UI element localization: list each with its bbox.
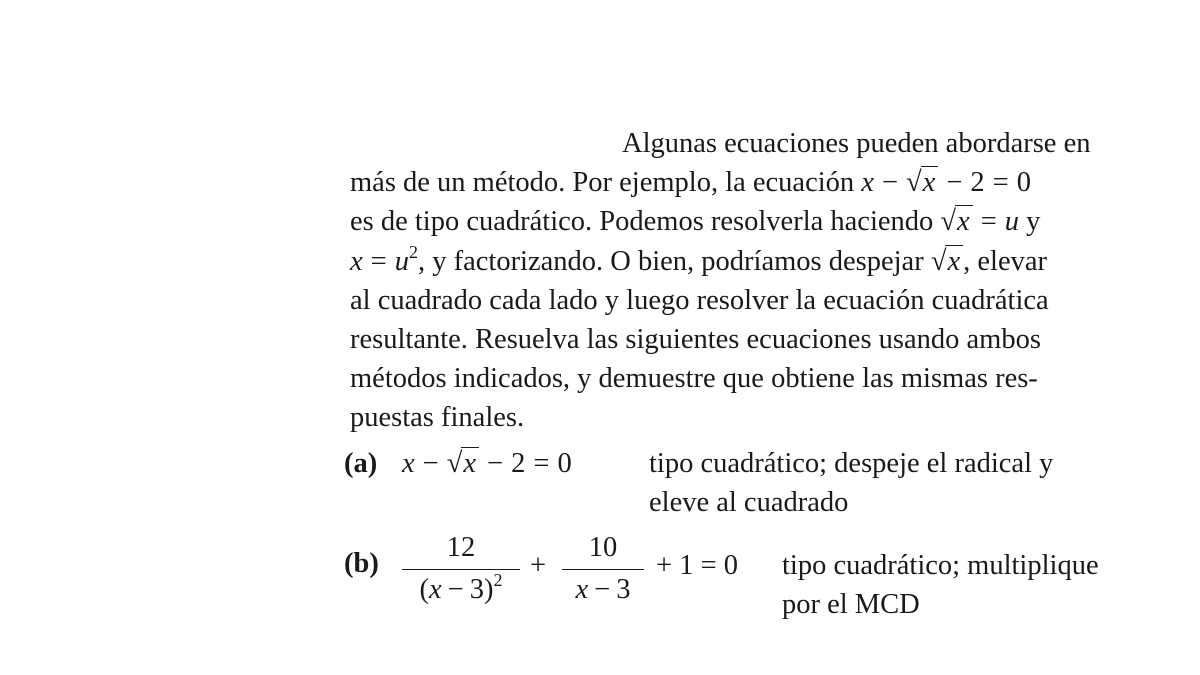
item-b-label: (b) (344, 548, 379, 579)
substitution-x-u2: $x = u^2$ (350, 241, 418, 277)
fraction-12-over-x-3-squared (402, 530, 520, 608)
sqrt-x: √x (906, 163, 938, 202)
item-b-equation-rest: + 1 = 0 (656, 550, 739, 581)
paragraph-line-4-text: , y factorizando. O bien, podríamos despejar (417, 245, 924, 277)
paragraph-line-6: resultante. Resuelva las siguientes ecuaciones usando ambos (350, 323, 1041, 355)
equation-inline: x − √x − 2 = 0 (861, 167, 1031, 198)
fraction-2-bar (562, 569, 644, 570)
fraction-2-denominator: x − 3 (575, 574, 631, 605)
fraction-2-numerator: 10 (588, 532, 618, 563)
paragraph-line-4-tail: , elevar (963, 245, 1047, 277)
paragraph-line-4 (350, 242, 1170, 281)
paragraph-line-1: Algunas ecuaciones pueden abordarse en (622, 128, 1091, 159)
item-a-hint-line-1: tipo cuadrático; despeje el radical y (649, 448, 1054, 479)
fraction-1-numerator: 12 (446, 532, 476, 563)
plus-sign: + (530, 550, 547, 581)
fraction-1-denominator: $(x - 3)^2$ (419, 570, 503, 605)
item-a-equation: x − √x − 2 = 0 (402, 448, 572, 479)
substitution-sqrt-u: √x = u (940, 206, 1020, 238)
item-a-hint-line-2: eleve al cuadrado (649, 487, 849, 518)
paragraph-line-8: puestas finales. (350, 402, 525, 434)
paragraph-line-3-text: es de tipo cuadrático. Podemos resolverla haciendo (350, 206, 934, 238)
item-a-label: (a) (344, 448, 378, 479)
exercise-item-a (344, 448, 1054, 518)
paragraph-line-2-text: más de un método. Por ejemplo, la ecuación (350, 167, 855, 199)
paragraph-line-2 (350, 163, 1170, 202)
item-b-hint-line-1: tipo cuadrático; multiplique (782, 550, 1099, 581)
paragraph-line-3-tail: y (1026, 206, 1041, 238)
paragraph-line-7: métodos indicados, y demuestre que obtiene las mismas res- (350, 363, 1038, 395)
exercise-paragraph (350, 124, 1170, 438)
sqrt-x-isolate: √x (931, 242, 963, 281)
paragraph-line-5: al cuadrado cada lado y luego resolver la ecuación cuadrática (350, 284, 1049, 316)
fraction-10-over-x-3 (562, 530, 644, 608)
paragraph-line-3 (350, 202, 1170, 241)
item-b-hint-line-2: por el MCD (782, 589, 920, 620)
